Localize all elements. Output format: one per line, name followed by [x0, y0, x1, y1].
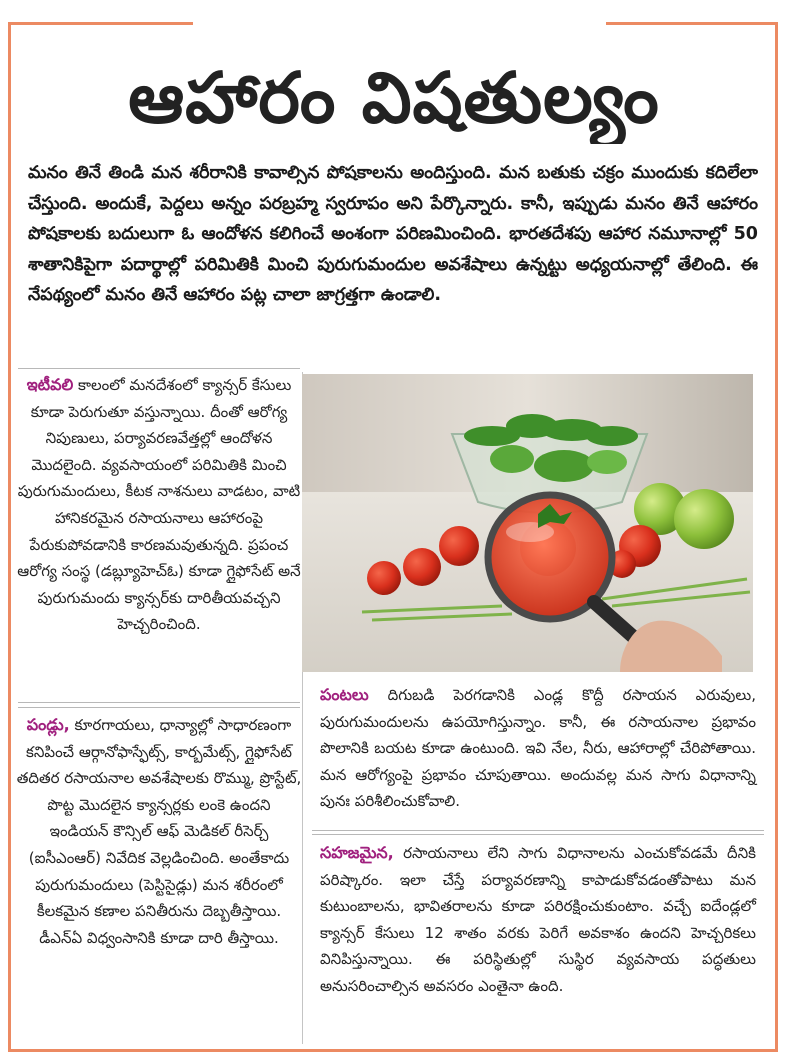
section-text: దిగుబడి పెరగడానికి ఎండ్ల కొద్దీ రసాయన ఎరువులు, పురుగుమందులను ఉపయోగిస్తున్నాం. కానీ, ఈ రసాయనాల ప్రభావం పొలానికి బయట కూడా ఉంటుంది. ఇవి నేల, నీరు, ఆహారాల్లో చేరిపోతాయి. మన ఆరోగ్యంపై ప్రభావం చూపుతాయి. అందువల్ల మన సాగు విధానాన్ని పునః పరిశీలించుకోవాలి.: [320, 686, 756, 810]
section-lead-word: సహజమైన,: [320, 843, 394, 862]
section-lead-word: పంటలు: [320, 685, 369, 704]
section-lead-word: పండ్లు,: [26, 715, 70, 734]
divider: [18, 707, 300, 708]
photo-tomato: [403, 548, 441, 586]
photo-tomato: [367, 561, 401, 595]
article-intro: మనం తినే తిండి మన శరీరానికి కావాల్సిన పోషకాలను అందిస్తుంది. మన బతుకు చక్రం ముందుకు కదిలేలా చేస్తుంది. అందుకే, పెద్దలు అన్నం పరబ్రహ్మ స్వరూపం అని పేర్కొన్నారు. కానీ, ఇప్పుడు మనం తినే ఆహారం పోషకాలకు బదులుగా ఓ ఆందోళన కలిగించే అంశంగా పరిణమించింది. భారతదేశపు ఆహార నమూనాల్లో 50 శాతానికిపైగా పదార్థాల్లో పరిమితికి మించి పురుగుమందుల అవశేషాలు ఉన్నట్టు అధ్యయనాల్లో తేలింది. ఈ నేపథ్యంలో మనం తినే ఆహారం పట్ల చాలా జాగ్రత్తగా ఉండాలి.: [28, 163, 758, 306]
divider: [18, 702, 300, 703]
left-column-section-1: [16, 372, 302, 700]
divider: [312, 834, 764, 835]
photo-tomato: [439, 526, 479, 566]
frame-top-right: [606, 22, 778, 25]
frame-top-left: [8, 22, 193, 25]
section-lead-word: ఇటీవలి: [26, 375, 74, 394]
left-column-section-2: [16, 712, 302, 1030]
section-text: కూరగాయలు, ధాన్యాల్లో సాధారణంగా కనిపించే ఆర్గానోఫాస్ఫేట్స్, కార్బమేట్స్, గ్లైఫోసేట్ తదితర రసాయనాల అవశేషాలకు రొమ్ము, ప్రొస్టేట్, పొట్ట మొదలైన క్యాన్సర్లకు లంకె ఉందని ఇండియన్ కౌన్సిల్ ఆఫ్ మెడికల్ రీసెర్చ్ (ఐసీఎంఆర్) నివేదిక వెల్లడించింది. అంతేకాదు పురుగుమందులు (పెస్టిసైడ్లు) మన శరీరంలో కీలకమైన కణాల పనితీరును దెబ్బతీస్తాయి. డీఎన్ఏ విధ్వంసానికి కూడా దారి తీస్తాయి.: [16, 716, 302, 947]
vegetables-magnifier-photo: [302, 374, 753, 672]
section-text: రసాయనాలు లేని సాగు విధానాలను ఎంచుకోవడమే దీనికి పరిష్కారం. ఇలా చేస్తే పర్యావరణాన్ని కాపాడుకోవడంతోపాటు మన కుటుంబాలను, భావితరాలను కూడా పరిరక్షించుకుంటాం. వచ్చే ఐదేండ్లలో క్యాన్సర్ కేసులు 12 శాతం వరకు పెరిగే అవకాశం ఉందని హెచ్చరికలు వినిపిస్తున్నాయి. ఈ పరిస్థితుల్లో సుస్థిర వ్యవసాయ పద్ధతులు అనుసరించాల్సిన అవసరం ఎంతైనా ఉంది.: [320, 844, 756, 995]
divider: [312, 830, 764, 831]
right-column-section-1: [320, 682, 756, 815]
photo-apple: [674, 489, 734, 549]
frame-bottom: [8, 1049, 778, 1052]
frame-left: [8, 22, 11, 1052]
frame-right: [775, 22, 778, 1052]
article-headline: ఆహారం విషతుల్యం: [128, 57, 660, 139]
photo-lens-highlight: [506, 522, 554, 542]
section-text: కాలంలో మనదేశంలో క్యాన్సర్ కేసులు కూడా పెరుగుతూ వస్తున్నాయి. దీంతో ఆరోగ్య నిపుణులు, పర్యావరణవేత్తల్లో ఆందోళన మొదలైంది. వ్యవసాయంలో పరిమితికి మించి పురుగుమందులు, కీటక నాశనులు వాడటం, వాటి హానికరమైన రసాయనాలు ఆహారంపై పేరుకుపోవడానికి కారణమవుతున్నది. ప్రపంచ ఆరోగ్య సంస్థ (డబ్ల్యూహెచ్ఓ) కూడా గ్లైఫోసేట్ అనే పురుగుమందు క్యాన్సర్‌కు దారితీయవచ్చని హెచ్చరించింది.: [17, 376, 301, 634]
right-column-section-2: [320, 840, 756, 999]
divider: [18, 368, 300, 369]
